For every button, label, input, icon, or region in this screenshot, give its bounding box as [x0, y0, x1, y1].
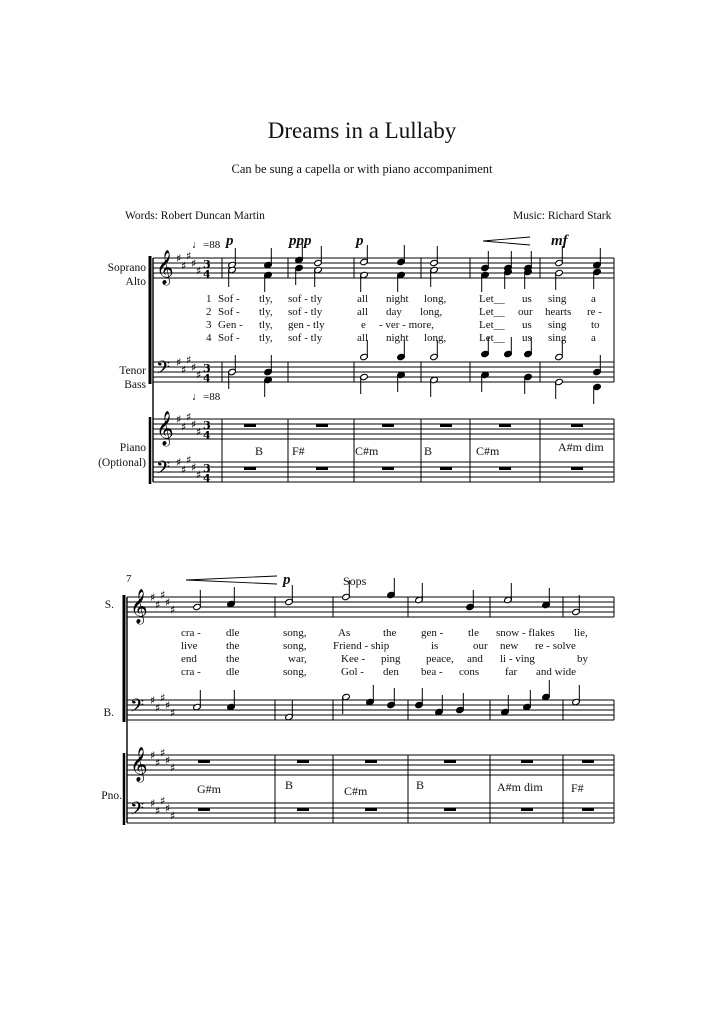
lyric-syllable: sof - tly	[288, 306, 323, 318]
lyric-syllable: sof - tly	[288, 332, 323, 344]
key-signature-sharp: ♯	[186, 410, 192, 424]
key-signature-sharp: ♯	[155, 598, 161, 612]
measure-number: 7	[126, 573, 132, 585]
lyric-syllable: tle	[468, 627, 479, 639]
lyric-syllable: lie,	[574, 627, 588, 639]
whole-rest	[316, 424, 328, 427]
lyric-syllable: Gen -	[218, 319, 243, 331]
lyric-syllable: gen -	[421, 627, 444, 639]
chord-symbol: A#m dim	[497, 780, 543, 794]
whole-rest	[582, 808, 594, 811]
lyric-syllable: dle	[226, 666, 240, 678]
words-credit: Words: Robert Duncan Martin	[125, 210, 265, 222]
lyric-syllable: a	[591, 293, 596, 305]
lyric-syllable: live	[181, 640, 198, 652]
whole-rest	[440, 424, 452, 427]
chord-symbol: C#m	[355, 444, 379, 458]
lyric-syllable: - ver - more,	[379, 319, 434, 331]
hairpin	[186, 580, 277, 584]
key-signature-sharp: ♯	[191, 461, 197, 474]
key-signature-sharp: ♯	[176, 456, 182, 469]
whole-rest	[365, 808, 377, 811]
verse-number: 3	[206, 319, 212, 331]
bass-clef: 𝄢	[156, 458, 171, 483]
lyric-syllable: us	[522, 332, 532, 344]
whole-rest	[297, 760, 309, 763]
hairpin	[483, 241, 530, 245]
key-signature-sharp: ♯	[176, 356, 182, 369]
lyric-syllable: night	[386, 332, 409, 344]
key-signature-sharp: ♯	[165, 596, 171, 609]
lyric-syllable: sing	[548, 293, 567, 305]
chord-symbol: B	[424, 444, 433, 458]
whole-rest	[521, 808, 533, 811]
lyric-syllable: Friend - ship	[333, 640, 390, 652]
lyric-syllable: gen - tly	[288, 319, 325, 331]
whole-rest	[499, 467, 511, 470]
lyric-syllable: As	[338, 627, 351, 639]
lyric-syllable: Let__	[479, 306, 505, 318]
lyric-syllable: tly,	[259, 332, 273, 344]
key-signature-sharp: ♯	[196, 368, 202, 382]
whole-rest	[382, 467, 394, 470]
key-signature-sharp: ♯	[150, 591, 156, 604]
alto-label: Alto	[125, 276, 146, 288]
lyric-syllable: the	[383, 627, 397, 639]
lyric-syllable: re -	[587, 306, 602, 318]
whole-rest	[571, 467, 583, 470]
lyric-syllable: and	[467, 653, 483, 665]
whole-rest	[297, 808, 309, 811]
lyric-syllable: Sof -	[218, 332, 240, 344]
lyric-syllable: day	[386, 306, 402, 318]
chord-symbol: C#m	[476, 444, 500, 458]
lyric-syllable: all	[357, 306, 368, 318]
time-signature: 3	[203, 462, 211, 475]
whole-rest	[198, 808, 210, 811]
key-signature-sharp: ♯	[181, 420, 187, 434]
time-signature: 3	[203, 258, 211, 271]
tempo-marking-piano: ♩=88	[192, 391, 221, 403]
lyric-syllable: peace,	[426, 653, 454, 665]
lyric-syllable: e	[361, 319, 366, 331]
verse-number: 2	[206, 306, 212, 318]
lyric-syllable: den	[383, 666, 399, 678]
key-signature-sharp: ♯	[181, 463, 187, 477]
treble-clef: 𝄞	[130, 589, 148, 624]
lyric-syllable: dle	[226, 627, 240, 639]
chord-symbol: B	[255, 444, 264, 458]
lyric-syllable: cra -	[181, 627, 201, 639]
key-signature-sharp: ♯	[160, 746, 166, 760]
lyric-syllable: the	[226, 640, 240, 652]
key-signature-sharp: ♯	[186, 453, 192, 467]
lyric-syllable: cra -	[181, 666, 201, 678]
key-signature-sharp: ♯	[160, 691, 166, 705]
dynamic-marking: p	[283, 572, 291, 588]
lyric-syllable: long,	[424, 293, 447, 305]
verse-number: 4	[206, 332, 212, 344]
key-signature-sharp: ♯	[165, 754, 171, 767]
bass-clef: 𝄢	[130, 799, 145, 824]
lyric-syllable: tly,	[259, 319, 273, 331]
lyric-syllable: long,	[420, 306, 443, 318]
lyric-syllable: tly,	[259, 293, 273, 305]
key-signature-sharp: ♯	[170, 706, 176, 720]
soprano-label-short: S.	[104, 599, 114, 611]
lyric-syllable: night	[386, 293, 409, 305]
tenor-label: Tenor	[119, 365, 146, 377]
lyric-syllable: long,	[424, 332, 447, 344]
lyric-syllable: sing	[548, 319, 567, 331]
lyric-syllable: a	[591, 332, 596, 344]
sops-label: Sops	[343, 574, 367, 588]
key-signature-sharp: ♯	[165, 802, 171, 815]
whole-rest	[316, 467, 328, 470]
key-signature-sharp: ♯	[191, 257, 197, 270]
lyric-syllable: Kee -	[341, 653, 366, 665]
whole-rest	[444, 808, 456, 811]
key-signature-sharp: ♯	[155, 804, 161, 818]
whole-rest	[521, 760, 533, 763]
time-signature: 4	[203, 372, 211, 385]
lyric-syllable: all	[357, 293, 368, 305]
key-signature-sharp: ♯	[186, 249, 192, 263]
lyric-syllable: us	[522, 293, 532, 305]
lyric-syllable: our	[518, 306, 533, 318]
lyric-syllable: Sof -	[218, 293, 240, 305]
lyric-syllable: snow - flakes	[496, 627, 555, 639]
time-signature: 4	[203, 268, 211, 281]
lyric-syllable: war,	[288, 653, 307, 665]
key-signature-sharp: ♯	[196, 425, 202, 439]
lyric-syllable: and wide	[536, 666, 577, 678]
time-signature: 3	[203, 362, 211, 375]
whole-rest	[365, 760, 377, 763]
page-subtitle: Can be sung a capella or with piano accompaniment	[231, 162, 493, 176]
lyric-syllable: cons	[459, 666, 480, 678]
lyric-syllable: new	[500, 640, 519, 652]
lyric-syllable: re - solve	[535, 640, 576, 652]
bass-clef: 𝄢	[130, 696, 145, 721]
whole-rest	[440, 467, 452, 470]
lyric-syllable: sof - tly	[288, 293, 323, 305]
key-signature-sharp: ♯	[186, 353, 192, 367]
chord-symbol: F#	[292, 444, 305, 458]
key-signature-sharp: ♯	[196, 264, 202, 278]
whole-rest	[444, 760, 456, 763]
key-signature-sharp: ♯	[170, 809, 176, 823]
lyric-syllable: to	[591, 319, 600, 331]
chord-symbol: B	[416, 778, 425, 792]
piano-label: Piano	[119, 442, 146, 454]
lyric-syllable: hearts	[545, 306, 572, 318]
music-credit: Music: Richard Stark	[513, 210, 612, 222]
lyric-syllable: song,	[283, 627, 307, 639]
lyric-syllable: is	[431, 640, 439, 652]
lyric-syllable: Let__	[479, 332, 505, 344]
treble-clef: 𝄞	[156, 250, 174, 285]
hairpin	[483, 237, 530, 241]
time-signature: 4	[203, 429, 211, 442]
key-signature-sharp: ♯	[191, 361, 197, 374]
lyric-syllable: end	[181, 653, 197, 665]
lyric-syllable: song,	[283, 666, 307, 678]
soprano-label: Soprano	[107, 262, 146, 274]
chord-symbol: C#m	[344, 784, 368, 798]
chord-symbol: A#m dim	[558, 440, 604, 454]
time-signature: 4	[203, 472, 211, 485]
key-signature-sharp: ♯	[150, 797, 156, 810]
whole-rest	[582, 760, 594, 763]
lyric-syllable: Let__	[479, 293, 505, 305]
piano-label-short: Pno.	[101, 790, 122, 802]
verse-number: 1	[206, 293, 212, 305]
lyric-syllable: our	[473, 640, 488, 652]
chord-symbol: F#	[571, 781, 584, 795]
chord-symbol: G#m	[197, 782, 221, 796]
lyric-syllable: ping	[381, 653, 401, 665]
chord-symbol: B	[285, 778, 294, 792]
key-signature-sharp: ♯	[150, 749, 156, 762]
lyric-syllable: Gol -	[341, 666, 364, 678]
lyric-syllable: all	[357, 332, 368, 344]
key-signature-sharp: ♯	[196, 468, 202, 482]
tempo-marking: ♩=88	[192, 239, 221, 251]
lyric-syllable: li - ving	[500, 653, 535, 665]
whole-rest	[244, 467, 256, 470]
key-signature-sharp: ♯	[160, 588, 166, 602]
lyric-syllable: Let__	[479, 319, 505, 331]
key-signature-sharp: ♯	[181, 363, 187, 377]
lyric-syllable: sing	[548, 332, 567, 344]
key-signature-sharp: ♯	[181, 259, 187, 273]
key-signature-sharp: ♯	[176, 252, 182, 265]
dynamic-marking: p	[226, 233, 234, 249]
lyric-syllable: song,	[283, 640, 307, 652]
whole-rest	[382, 424, 394, 427]
bass-label: Bass	[124, 379, 146, 391]
key-signature-sharp: ♯	[155, 701, 161, 715]
key-signature-sharp: ♯	[191, 418, 197, 431]
key-signature-sharp: ♯	[170, 603, 176, 617]
key-signature-sharp: ♯	[170, 761, 176, 775]
lyric-syllable: the	[226, 653, 240, 665]
optional-label: (Optional)	[98, 457, 146, 469]
lyric-syllable: tly,	[259, 306, 273, 318]
key-signature-sharp: ♯	[176, 413, 182, 426]
lyric-syllable: Sof -	[218, 306, 240, 318]
bass-label-short: B.	[103, 707, 114, 719]
dynamic-marking: p	[356, 233, 364, 249]
treble-clef: 𝄞	[130, 747, 148, 782]
treble-clef: 𝄞	[156, 411, 174, 446]
lyric-syllable: us	[522, 319, 532, 331]
whole-rest	[571, 424, 583, 427]
lyric-syllable: bea -	[421, 666, 443, 678]
dynamic-marking: ppp	[289, 233, 312, 249]
whole-rest	[499, 424, 511, 427]
key-signature-sharp: ♯	[160, 794, 166, 808]
whole-rest	[244, 424, 256, 427]
whole-rest	[198, 760, 210, 763]
bass-clef: 𝄢	[156, 358, 171, 383]
dynamic-marking: mf	[551, 233, 568, 249]
key-signature-sharp: ♯	[165, 699, 171, 712]
page-title: Dreams in a Lullaby	[267, 118, 457, 143]
lyric-syllable: by	[577, 653, 588, 665]
time-signature: 3	[203, 419, 211, 432]
lyric-syllable: far	[505, 666, 518, 678]
key-signature-sharp: ♯	[150, 694, 156, 707]
hairpin	[186, 576, 277, 580]
key-signature-sharp: ♯	[155, 756, 161, 770]
